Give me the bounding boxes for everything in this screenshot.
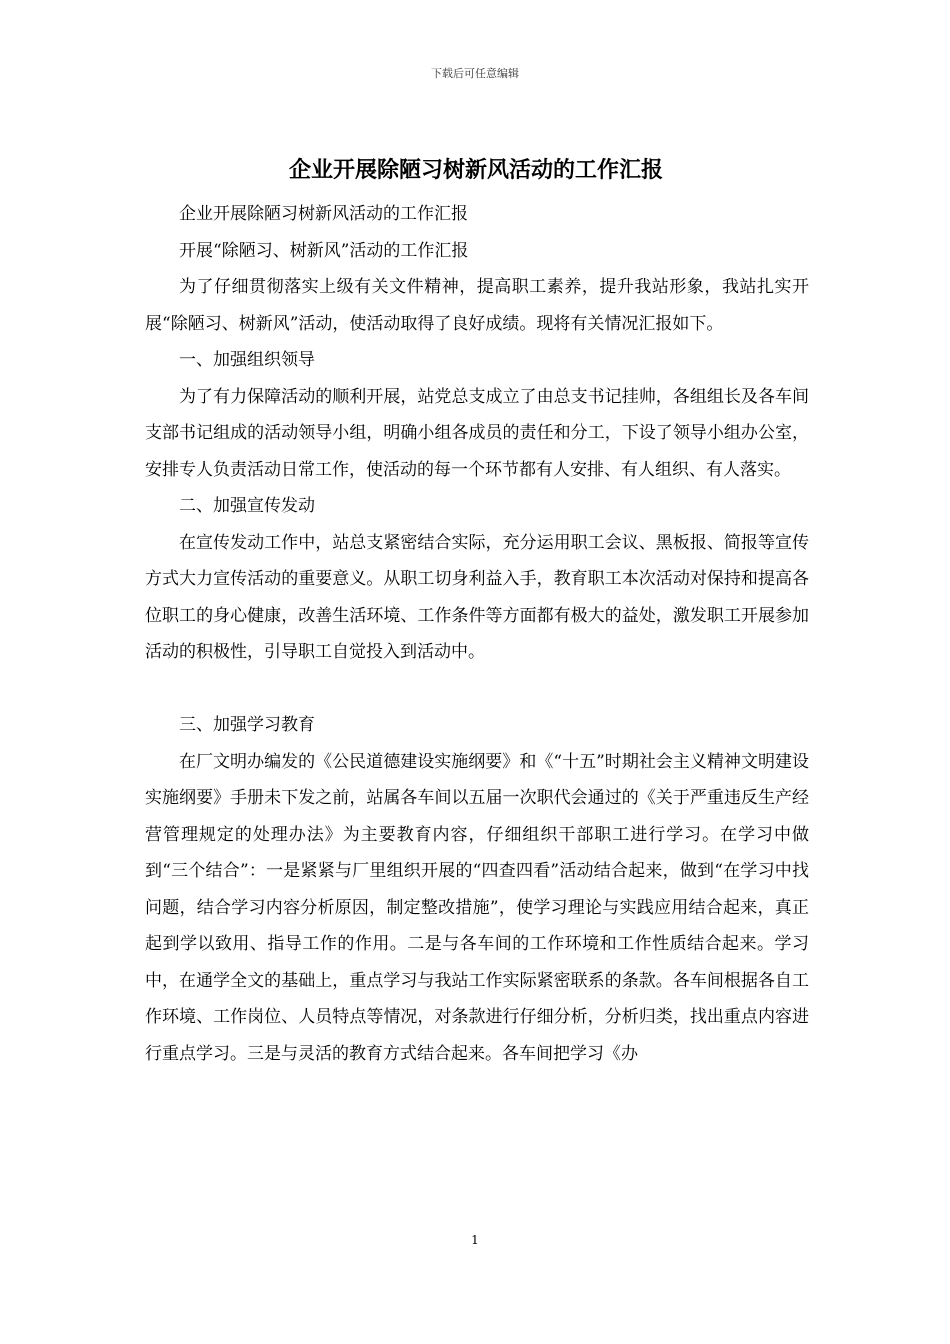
section-3-paragraph: 在厂文明办编发的《公民道德建设实施纲要》和《“十五”时期社会主义精神文明建设实施纲要》手册未下发之前，站属各车间以五届一次职代会通过的《关于严重违反生产经营管理规定的处理办法》为主要教育内容，仔细组织干部职工进行学习。在学习中做到“三个结合”：一是紧紧与厂里组织开展的“四查四看”活动结合起来，做到“在学习中找问题，结合学习内容分析原因，制定整改措施”，使学习理论与实践应用结合起来，真正起到学以致用、指导工作的作用。二是与各车间的工作环境和工作性质结合起来。学习中，在通学全文的基础上，重点学习与我站工作实际紧密联系的条款。各车间根据各自工作环境、工作岗位、人员特点等情况，对条款进行仔细分析，分析归类，找出重点内容进行重点学习。三是与灵活的教育方式结合起来。各车间把学习《办	[145, 751, 809, 1064]
intro-paragraph: 为了仔细贯彻落实上级有关文件精神，提高职工素养，提升我站形象，我站扎实开展“除陋习、树新风”活动，使活动取得了良好成绩。现将有关情况汇报如下。	[145, 277, 809, 334]
document-title: 企业开展除陋习树新风活动的工作汇报	[288, 157, 663, 183]
subtitle-line: 企业开展除陋习树新风活动的工作汇报	[179, 204, 468, 224]
page-header-note: 下载后可任意编辑	[431, 67, 519, 80]
section-2-paragraph: 在宣传发动工作中，站总支紧密结合实际，充分运用职工会议、黑板报、简报等宣传方式大力宣传活动的重要意义。从职工切身利益入手，教育职工本次活动对保持和提高各位职工的身心健康，改善生活环境、工作条件等方面都有极大的益处，激发职工开展参加活动的积极性，引导职工自觉投入到活动中。	[145, 532, 809, 662]
section-heading-1: 一、加强组织领导	[179, 350, 315, 370]
section-heading-3: 三、加强学习教育	[179, 715, 315, 735]
page-number: 1	[471, 1233, 479, 1247]
section-1-paragraph: 为了有力保障活动的顺利开展，站党总支成立了由总支书记挂帅，各组组长及各车间支部书记组成的活动领导小组，明确小组各成员的责任和分工，下设了领导小组办公室，安排专人负责活动日常工作，使活动的每一个环节都有人安排、有人组织、有人落实。	[145, 386, 809, 480]
section-heading-2: 二、加强宣传发动	[179, 496, 315, 516]
document-body	[145, 196, 809, 1072]
subtitle-line-2: 开展“除陋习、树新风”活动的工作汇报	[179, 240, 469, 261]
